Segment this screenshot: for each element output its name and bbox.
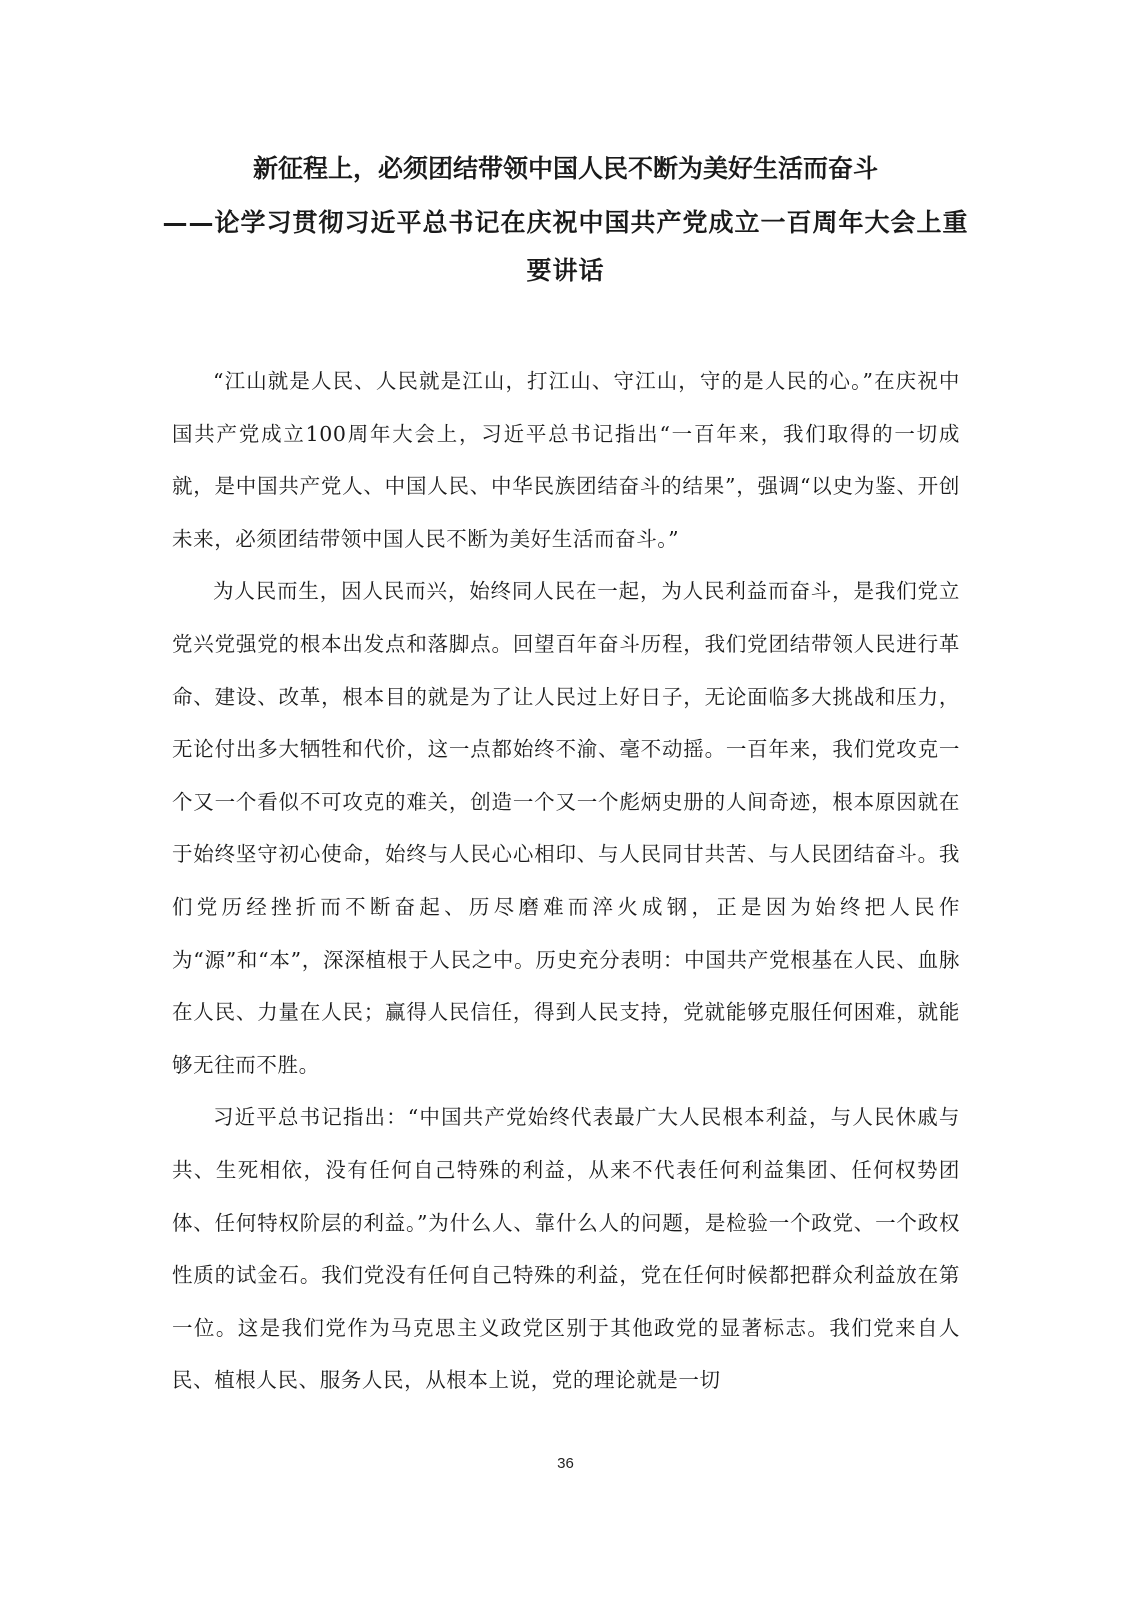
title-block	[160, 145, 971, 295]
paragraph: “江山就是人民、人民就是江山，打江山、守江山，守的是人民的心。”在庆祝中国共产党成立100周年大会上，习近平总书记指出“一百年来，我们取得的一切成就，是中国共产党人、中国人民、中华民族团结奋斗的结果”，强调“以史为鉴、开创未来，必须团结带领中国人民不断为美好生活而奋斗。”	[172, 369, 960, 551]
document-subtitle: ——论学习贯彻习近平总书记在庆祝中国共产党成立一百周年大会上重要讲话	[162, 208, 969, 285]
body-text	[172, 355, 960, 1407]
paragraph: 习近平总书记指出：“中国共产党始终代表最广大人民根本利益，与人民休戚与共、生死相依，没有任何自己特殊的利益，从来不代表任何利益集团、任何权势团体、任何特权阶层的利益。”为什么人、靠什么人的问题，是检验一个政党、一个政权性质的试金石。我们党没有任何自己特殊的利益，党在任何时候都把群众利益放在第一位。这是我们党作为马克思主义政党区别于其他政党的显著标志。我们党来自人民、植根人民、服务人民，从根本上说，党的理论就是一切	[172, 1105, 960, 1393]
page-number: 36	[557, 1455, 574, 1472]
document-title: 新征程上，必须团结带领中国人民不断为美好生活而奋斗	[252, 154, 878, 183]
paragraph: 为人民而生，因人民而兴，始终同人民在一起，为人民利益而奋斗，是我们党立党兴党强党的根本出发点和落脚点。回望百年奋斗历程，我们党团结带领人民进行革命、建设、改革，根本目的就是为了让人民过上好日子，无论面临多大挑战和压力，无论付出多大牺牲和代价，这一点都始终不渝、毫不动摇。一百年来，我们党攻克一个又一个看似不可攻克的难关，创造一个又一个彪炳史册的人间奇迹，根本原因就在于始终坚守初心使命，始终与人民心心相印、与人民同甘共苦、与人民团结奋斗。我们党历经挫折而不断奋起、历尽磨难而淬火成钢，正是因为始终把人民作为“源”和“本”，深深植根于人民之中。历史充分表明：中国共产党根基在人民、血脉在人民、力量在人民；赢得人民信任，得到人民支持，党就能够克服任何困难，就能够无往而不胜。	[172, 579, 960, 1077]
